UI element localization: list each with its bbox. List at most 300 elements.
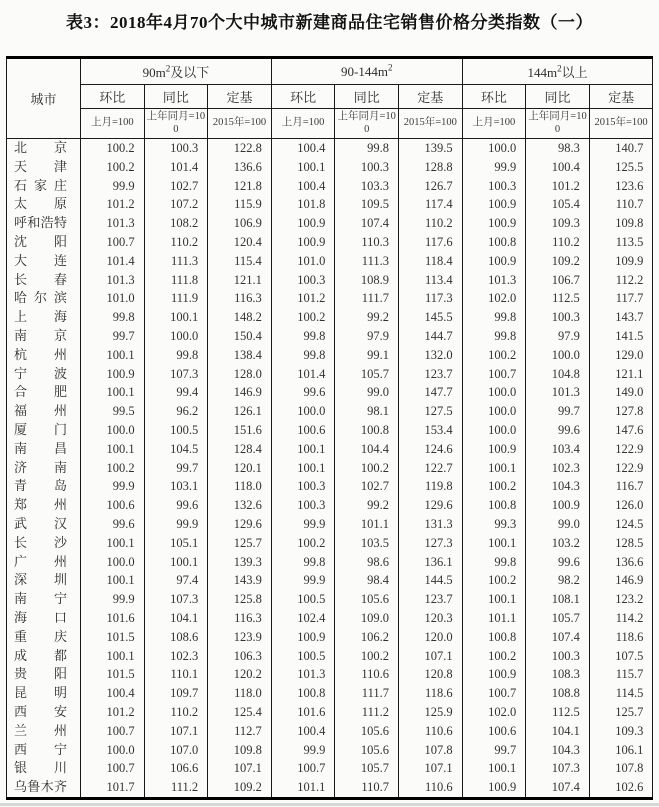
index-value: 118.0 [208,477,272,496]
index-value: 99.0 [335,383,399,402]
index-value: 99.6 [271,383,335,402]
group-header-144-above [462,58,653,85]
index-value: 101.4 [81,252,145,271]
table-row [7,703,653,722]
index-value: 100.1 [144,553,208,572]
table-row [7,195,653,214]
table-row [7,233,653,252]
index-value: 119.8 [399,477,463,496]
index-value: 136.6 [208,158,272,177]
index-value: 100.2 [335,459,399,478]
index-value: 123.2 [589,590,653,609]
index-value: 120.3 [399,609,463,628]
index-value: 105.7 [526,609,590,628]
city-name: 西安 [7,703,81,722]
table-row [7,421,653,440]
index-value: 100.1 [81,571,145,590]
index-value: 100.5 [271,590,335,609]
index-value: 100.4 [81,684,145,703]
index-value: 110.6 [335,665,399,684]
index-value: 120.8 [399,665,463,684]
index-value: 121.1 [208,271,272,290]
index-value: 100.3 [144,139,208,158]
index-value: 99.2 [335,496,399,515]
index-value: 99.6 [526,421,590,440]
index-value: 101.1 [335,515,399,534]
table-row [7,515,653,534]
city-name: 海口 [7,609,81,628]
index-value: 128.5 [589,534,653,553]
index-value: 123.9 [208,628,272,647]
index-value: 109.8 [208,741,272,760]
index-value: 120.2 [208,665,272,684]
index-value: 121.1 [589,365,653,384]
index-value: 149.0 [589,383,653,402]
index-value: 100.2 [81,459,145,478]
index-value: 127.8 [589,402,653,421]
index-value: 100.7 [271,759,335,778]
index-value: 117.3 [399,289,463,308]
index-value: 99.7 [526,402,590,421]
index-value: 100.8 [271,684,335,703]
index-value: 100.0 [271,402,335,421]
subheader-yoy: 同比 [144,85,208,109]
index-value: 101.3 [81,214,145,233]
index-value: 100.3 [462,177,526,196]
city-name: 郑州 [7,496,81,515]
table-row [7,158,653,177]
city-name: 厦门 [7,421,81,440]
index-value: 99.9 [462,158,526,177]
index-value: 100.1 [81,534,145,553]
base-label-prev-month: 上月=100 [271,109,335,139]
index-value: 101.4 [271,365,335,384]
index-value: 106.2 [335,628,399,647]
city-name: 沈阳 [7,233,81,252]
index-value: 129.6 [208,515,272,534]
index-value: 109.9 [589,252,653,271]
index-value: 136.6 [589,553,653,572]
index-value: 111.2 [144,778,208,798]
city-name: 昆明 [7,684,81,703]
city-name: 南京 [7,327,81,346]
index-value: 144.7 [399,327,463,346]
index-value: 101.1 [271,778,335,798]
index-value: 101.7 [81,778,145,798]
index-value: 120.4 [208,233,272,252]
table-row [7,214,653,233]
index-value: 107.8 [589,759,653,778]
index-value: 100.4 [271,722,335,741]
index-value: 100.7 [81,722,145,741]
city-name: 济南 [7,459,81,478]
index-value: 98.6 [335,553,399,572]
index-value: 110.7 [589,195,653,214]
index-value: 100.0 [462,139,526,158]
base-label-prev-year: 上年同月=100 [144,109,208,139]
index-value: 107.8 [399,741,463,760]
index-value: 100.8 [462,496,526,515]
index-value: 100.9 [271,628,335,647]
index-value: 110.2 [144,233,208,252]
subcolumn-header-row [7,85,653,109]
index-value: 107.3 [144,590,208,609]
index-value: 100.1 [81,440,145,459]
index-value: 103.2 [526,534,590,553]
index-value: 107.5 [589,647,653,666]
table-row [7,327,653,346]
index-value: 100.2 [271,308,335,327]
index-value: 100.3 [526,308,590,327]
index-value: 99.7 [144,459,208,478]
index-value: 124.6 [399,440,463,459]
index-value: 100.9 [462,778,526,798]
table-row [7,647,653,666]
group-header-90-144 [271,58,462,85]
index-value: 100.7 [462,684,526,703]
index-value: 110.1 [144,665,208,684]
index-value: 112.2 [589,271,653,290]
index-value: 100.4 [271,177,335,196]
index-value: 101.3 [526,383,590,402]
index-value: 107.0 [144,741,208,760]
city-name: 合肥 [7,383,81,402]
index-value: 105.6 [335,590,399,609]
index-value: 107.3 [526,759,590,778]
index-value: 100.9 [462,440,526,459]
city-name: 银川 [7,759,81,778]
index-value: 100.3 [335,158,399,177]
index-value: 100.0 [144,327,208,346]
index-value: 99.8 [462,553,526,572]
index-value: 109.7 [144,684,208,703]
index-value: 100.1 [81,383,145,402]
city-name: 南宁 [7,590,81,609]
base-period-row [7,109,653,139]
index-value: 101.0 [271,252,335,271]
index-value: 108.3 [526,665,590,684]
index-value: 124.5 [589,515,653,534]
index-value: 100.8 [335,421,399,440]
table-body [7,139,653,799]
index-value: 100.3 [271,496,335,515]
table-header [7,58,653,139]
city-name: 呼和浩特 [7,214,81,233]
index-value: 145.5 [399,308,463,327]
index-value: 150.4 [208,327,272,346]
city-name: 上海 [7,308,81,327]
table-row [7,365,653,384]
index-value: 103.4 [526,440,590,459]
index-value: 117.4 [399,195,463,214]
index-value: 100.8 [462,233,526,252]
index-value: 151.6 [208,421,272,440]
table-row [7,346,653,365]
city-name: 西宁 [7,741,81,760]
index-value: 106.7 [526,271,590,290]
index-value: 100.1 [81,346,145,365]
index-value: 98.2 [526,571,590,590]
index-value: 99.9 [271,741,335,760]
index-value: 122.7 [399,459,463,478]
index-value: 117.7 [589,289,653,308]
index-value: 106.3 [208,647,272,666]
index-value: 114.2 [589,609,653,628]
index-value: 99.8 [462,308,526,327]
index-value: 100.1 [462,534,526,553]
index-value: 141.5 [589,327,653,346]
index-value: 104.3 [526,741,590,760]
index-value: 99.8 [81,308,145,327]
table-row [7,778,653,798]
index-value: 136.1 [399,553,463,572]
base-label-2015: 2015年=100 [208,109,272,139]
index-value: 99.3 [462,515,526,534]
table-row [7,289,653,308]
subheader-yoy: 同比 [526,85,590,109]
index-value: 107.4 [526,628,590,647]
index-value: 101.4 [144,158,208,177]
index-value: 115.9 [208,195,272,214]
index-value: 107.1 [399,647,463,666]
index-value: 125.4 [208,703,272,722]
table-row [7,252,653,271]
index-value: 96.2 [144,402,208,421]
table-row [7,684,653,703]
index-value: 112.5 [526,289,590,308]
base-label-prev-year: 上年同月=100 [526,109,590,139]
superscript: 2 [557,63,562,74]
index-value: 146.9 [589,571,653,590]
table-row [7,759,653,778]
subheader-mom: 环比 [81,85,145,109]
index-value: 110.6 [399,778,463,798]
index-value: 101.6 [271,703,335,722]
index-value: 123.6 [589,177,653,196]
index-value: 100.9 [462,252,526,271]
index-value: 100.0 [462,402,526,421]
index-value: 100.0 [81,421,145,440]
index-value: 105.6 [335,722,399,741]
index-value: 100.9 [462,195,526,214]
bottom-divider [0,803,659,806]
group-label-text: 及以下 [170,65,210,80]
index-value: 102.0 [462,289,526,308]
index-value: 108.9 [335,271,399,290]
index-value: 100.6 [271,421,335,440]
index-value: 110.2 [526,233,590,252]
table-row [7,402,653,421]
city-name: 广州 [7,553,81,572]
index-value: 146.9 [208,383,272,402]
index-value: 110.3 [335,233,399,252]
index-value: 99.8 [271,327,335,346]
subheader-yoy: 同比 [335,85,399,109]
index-value: 101.8 [271,195,335,214]
index-value: 128.0 [208,365,272,384]
index-value: 99.8 [271,346,335,365]
index-value: 102.3 [144,647,208,666]
table-row [7,496,653,515]
index-value: 127.5 [399,402,463,421]
index-value: 99.8 [335,139,399,158]
index-value: 110.6 [399,722,463,741]
index-value: 128.4 [208,440,272,459]
index-value: 140.7 [589,139,653,158]
table-row [7,383,653,402]
index-value: 99.2 [335,308,399,327]
table-row [7,741,653,760]
index-value: 99.5 [81,402,145,421]
table-row [7,177,653,196]
index-value: 100.2 [81,139,145,158]
index-value: 148.2 [208,308,272,327]
group-label-text: 以上 [561,65,588,80]
group-label-text: 90-144m [340,63,388,79]
index-value: 100.2 [462,647,526,666]
index-value: 99.6 [144,496,208,515]
group-header-row [7,58,653,85]
index-value: 100.9 [271,233,335,252]
superscript: 2 [165,63,171,74]
index-value: 100.1 [462,459,526,478]
table-row [7,308,653,327]
index-value: 101.2 [271,289,335,308]
city-name: 宁波 [7,365,81,384]
index-value: 113.5 [589,233,653,252]
index-value: 105.7 [335,759,399,778]
index-value: 103.5 [335,534,399,553]
index-value: 107.1 [399,759,463,778]
index-value: 103.3 [335,177,399,196]
index-value: 105.6 [335,741,399,760]
city-name: 长春 [7,271,81,290]
city-name: 太原 [7,195,81,214]
index-value: 100.7 [81,233,145,252]
index-value: 122.9 [589,440,653,459]
index-value: 97.9 [526,327,590,346]
index-value: 100.4 [526,158,590,177]
index-value: 110.7 [335,778,399,798]
index-value: 100.5 [144,421,208,440]
city-name: 贵阳 [7,665,81,684]
group-label-text: 144m [527,65,558,80]
index-value: 104.3 [526,477,590,496]
index-value: 100.2 [462,571,526,590]
index-value: 122.8 [208,139,272,158]
index-value: 101.2 [81,703,145,722]
index-value: 99.1 [335,346,399,365]
table-row [7,722,653,741]
index-value: 111.2 [335,703,399,722]
index-value: 109.2 [208,778,272,798]
base-label-prev-month: 上月=100 [81,109,145,139]
subheader-fixed-base: 定基 [399,85,463,109]
index-value: 104.5 [144,440,208,459]
index-value: 143.7 [589,308,653,327]
index-value: 118.6 [399,684,463,703]
city-name: 杭州 [7,346,81,365]
table-row [7,665,653,684]
index-value: 99.7 [462,741,526,760]
index-value: 118.6 [589,628,653,647]
index-value: 107.1 [144,722,208,741]
index-value: 107.2 [144,195,208,214]
index-value: 100.2 [462,346,526,365]
index-value: 99.8 [144,346,208,365]
table-row [7,628,653,647]
index-value: 102.6 [589,778,653,798]
index-value: 129.0 [589,346,653,365]
index-value: 107.1 [208,759,272,778]
index-value: 100.1 [462,590,526,609]
index-value: 108.2 [144,214,208,233]
index-value: 143.9 [208,571,272,590]
table-row [7,590,653,609]
index-value: 110.2 [399,214,463,233]
index-value: 100.9 [526,496,590,515]
index-value: 99.9 [271,571,335,590]
index-value: 100.6 [462,722,526,741]
index-value: 123.7 [399,590,463,609]
index-value: 112.7 [208,722,272,741]
index-value: 101.3 [462,271,526,290]
index-value: 105.7 [335,365,399,384]
index-value: 99.9 [81,177,145,196]
index-value: 102.7 [335,477,399,496]
index-value: 100.0 [462,421,526,440]
index-value: 100.1 [271,459,335,478]
index-value: 129.6 [399,496,463,515]
index-value: 100.2 [271,534,335,553]
table-row [7,477,653,496]
index-value: 100.9 [462,214,526,233]
index-value: 98.1 [335,402,399,421]
index-value: 120.0 [399,628,463,647]
table-row [7,459,653,478]
index-value: 131.3 [399,515,463,534]
index-value: 107.3 [144,365,208,384]
index-value: 116.3 [208,289,272,308]
index-value: 128.8 [399,158,463,177]
index-value: 101.0 [81,289,145,308]
index-value: 100.1 [271,440,335,459]
index-value: 114.5 [589,684,653,703]
group-label-text: 90m [142,65,166,80]
index-value: 101.3 [81,271,145,290]
index-value: 104.1 [526,722,590,741]
index-value: 103.1 [144,477,208,496]
index-value: 100.1 [144,308,208,327]
index-value: 109.3 [526,214,590,233]
index-value: 97.4 [144,571,208,590]
index-value: 97.9 [335,327,399,346]
index-value: 100.7 [81,759,145,778]
index-value: 117.6 [399,233,463,252]
subheader-fixed-base: 定基 [589,85,653,109]
subheader-mom: 环比 [271,85,335,109]
index-value: 127.3 [399,534,463,553]
index-value: 115.7 [589,665,653,684]
index-value: 100.0 [81,553,145,572]
index-value: 109.2 [526,252,590,271]
index-value: 111.7 [335,684,399,703]
index-value: 100.0 [81,741,145,760]
city-name: 兰州 [7,722,81,741]
index-value: 144.5 [399,571,463,590]
superscript: 2 [387,62,393,73]
index-value: 100.0 [526,346,590,365]
